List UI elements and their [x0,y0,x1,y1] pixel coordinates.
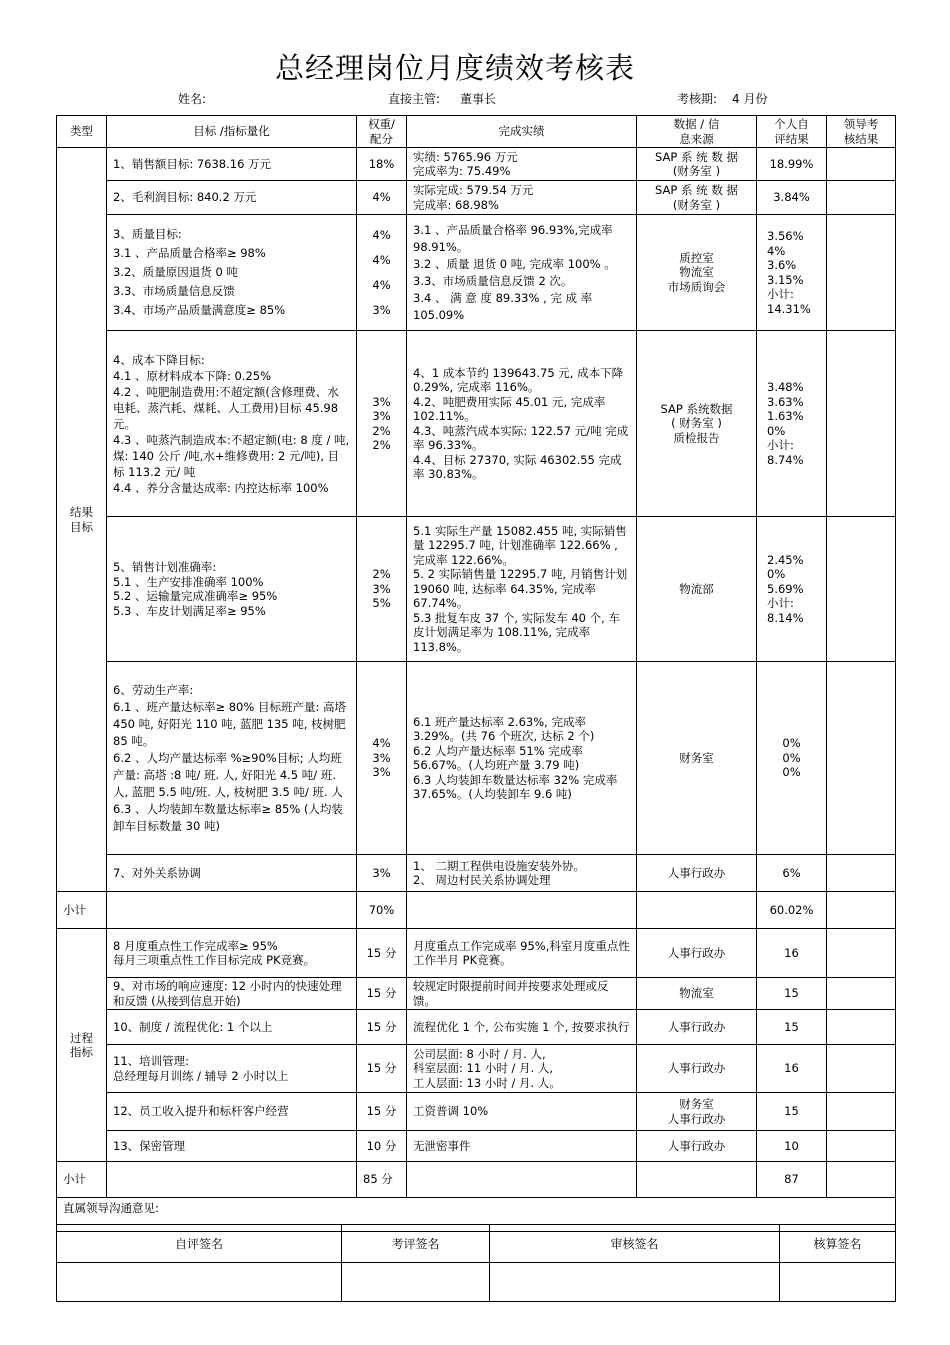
reviewer-signature-field[interactable] [490,1263,780,1302]
table-row [57,215,896,331]
table-row [57,1045,896,1093]
self-score-cell: 15 [757,978,827,1010]
table-header-row [57,116,896,148]
source-cell: 人事行政办 [637,855,757,892]
self-score-cell: 16 [757,929,827,978]
leader-score-cell[interactable] [827,1010,896,1045]
actual-cell: 月度重点工作完成率 95%,科室月度重点性工作半月 PK竞赛。 [407,929,637,978]
actual-cell: 5.1 实际生产量 15082.455 吨, 实际销售量 12295.7 吨, 计划准确率 122.66% , 完成率 122.66%。 5. 2 实际销售量 12295.7 吨, 月销售计划 19060 吨, 达标率 64.35%, 完成率 67.74%。 5.3 批复车皮 37 个, 实际发车 40 个, 车皮计划满足率为 108.11%, 完成率 113.8%。 [407,517,637,662]
self-score-cell: 3.56% 4% 3.6% 3.15% 小计: 14.31% [757,215,827,331]
target-cell: 2、毛利润目标: 840.2 万元 [107,181,357,215]
leader-score-cell[interactable] [827,855,896,892]
table-row [57,978,896,1010]
name-label: 姓名: [178,92,207,106]
weight-cell: 10 分 [357,1131,407,1162]
leader-score-cell[interactable] [827,1131,896,1162]
target-cell: 6、劳动生产率: 6.1 、班产量达标率≥ 80% 目标班产量: 高塔 450 吨, 好阳光 110 吨, 蓝肥 135 吨, 枝树肥 85 吨。 6.2 、人均产量达标率 %≥90%目标; 人均班产量: 高塔 :8 吨/ 班. 人, 好阳光 4.5 吨/ 班. 人, 蓝肥 5.5 吨/班. 人, 枝树肥 3.5 吨/ 班. 人 6.3 、人均装卸车数量达标率≥ 85% (人均装卸车目标数量 30 吨) [107,662,357,855]
col-header-weight: 权重/ 配分 [357,116,407,148]
source-cell: 质控室 物流室 市场质询会 [637,215,757,331]
subtotal-actual-empty [407,1162,637,1198]
subtotal-row [57,1162,896,1198]
source-cell: 物流室 [637,978,757,1010]
actual-cell: 较规定时限提前时间并按要求处理或反馈。 [407,978,637,1010]
source-cell: 物流部 [637,517,757,662]
actual-cell: 3.1 、产品质量合格率 96.93%,完成率 98.91%。 3.2 、质量 退货 0 吨, 完成率 100% 。 3.3、市场质量信息反馈 2 次。 3.4 、 满 意 度 89.33% , 完 成 率 105.09% [407,215,637,331]
self-score-cell: 18.99% [757,148,827,181]
leader-score-cell[interactable] [827,215,896,331]
leader-score-cell[interactable] [827,148,896,181]
actual-cell: 工资普调 10% [407,1093,637,1131]
subtotal-target-empty [107,892,357,929]
leader-score-cell[interactable] [827,978,896,1010]
weight-cell: 15 分 [357,1045,407,1093]
target-cell: 5、销售计划准确率: 5.1 、生产安排准确率 100% 5.2 、运输量完成准确率≥ 95% 5.3 、车皮计划满足率≥ 95% [107,517,357,662]
source-cell: 财务室 [637,662,757,855]
source-cell: 人事行政办 [637,1131,757,1162]
weight-cell: 15 分 [357,1093,407,1131]
source-cell: 财务室 人事行政办 [637,1093,757,1131]
weight-cell: 2% 3% 5% [357,517,407,662]
subtotal-target-empty [107,1162,357,1198]
table-row [57,855,896,892]
weight-cell: 15 分 [357,1010,407,1045]
weight-cell: 4% 4% 4% 3% [357,215,407,331]
target-cell: 13、保密管理 [107,1131,357,1162]
self-signature-field[interactable] [57,1263,342,1302]
performance-table [56,115,896,1232]
accountant-signature-field[interactable] [780,1263,896,1302]
table-row [57,929,896,978]
table-row [57,148,896,181]
source-cell: SAP 系 统 数 据 (财务室 ) [637,181,757,215]
leader-score-cell[interactable] [827,331,896,517]
target-cell: 12、员工收入提升和标杆客户经营 [107,1093,357,1131]
subtotal-leader-score[interactable] [827,1162,896,1198]
weight-cell: 3% 3% 2% 2% [357,331,407,517]
leader-score-cell[interactable] [827,662,896,855]
leader-score-cell[interactable] [827,181,896,215]
leader-score-cell[interactable] [827,929,896,978]
leader-score-cell[interactable] [827,517,896,662]
period-label: 考核期: [677,92,718,106]
target-cell: 1、销售额目标: 7638.16 万元 [107,148,357,181]
col-header-type: 类型 [57,116,107,148]
accountant-signature-label: 核算签名 [780,1225,896,1263]
actual-cell: 无泄密事件 [407,1131,637,1162]
weight-cell: 18% [357,148,407,181]
subtotal-row [57,892,896,929]
subtotal-source-empty [637,892,757,929]
source-cell: 人事行政办 [637,1010,757,1045]
self-score-cell: 16 [757,1045,827,1093]
category-process: 过程 指标 [57,929,107,1162]
target-cell: 11、培训管理: 总经理每月训练 / 辅导 2 小时以上 [107,1045,357,1093]
table-row [57,1010,896,1045]
subtotal-self-score: 60.02% [757,892,827,929]
source-cell: SAP 系统数据 ( 财务室 ) 质检报告 [637,331,757,517]
self-score-cell: 0% 0% 0% [757,662,827,855]
actual-cell: 6.1 班产量达标率 2.63%, 完成率 3.29%。(共 76 个班次, 达标 2 个) 6.2 人均产量达标率 51% 完成率 56.67%。(人均班产量 3.79 吨) 6.3 人均装卸车数量达标率 32% 完成率 37.65%。(人均装卸车 9.6 吨) [407,662,637,855]
actual-cell: 流程优化 1 个, 公布实施 1 个, 按要求执行 [407,1010,637,1045]
table-row [57,1131,896,1162]
weight-cell: 3% [357,855,407,892]
target-cell: 3、质量目标: 3.1 、产品质量合格率≥ 98% 3.2、质量原因退货 0 吨 3.3、市场质量信息反馈 3.4、市场产品质量满意度≥ 85% [107,215,357,331]
table-row [57,662,896,855]
weight-cell: 15 分 [357,929,407,978]
table-row [57,181,896,215]
subtotal-weight: 70% [357,892,407,929]
col-header-actual: 完成实绩 [407,116,637,148]
table-row [57,331,896,517]
self-signature-label: 自评签名 [57,1225,342,1263]
target-cell: 7、对外关系协调 [107,855,357,892]
subtotal-actual-empty [407,892,637,929]
actual-cell: 公司层面: 8 小时 / 月. 人, 科室层面: 11 小时 / 月. 人, 工人层面: 13 小时 / 月. 人。 [407,1045,637,1093]
leader-score-cell[interactable] [827,1045,896,1093]
leader-score-cell[interactable] [827,1093,896,1131]
actual-cell: 实际完成: 579.54 万元 完成率: 68.98% [407,181,637,215]
col-header-target: 目标 /指标量化 [107,116,357,148]
table-row [57,517,896,662]
target-cell: 4、成本下降目标: 4.1 、原材料成本下降: 0.25% 4.2 、吨肥制造费用:不超定额(含修理费、水电耗、蒸汽耗、煤耗、人工费用)目标 45.98 元。 4.3 、吨蒸汽制造成本:不超定额(电: 8 度 / 吨, 煤: 140 公斤 /吨,水+维修费用: 2 元/吨), 目标 113.2 元/ 吨 4.4 、养分含量达成率: 内控达标率 100% [107,331,357,517]
signature-field-row [57,1263,896,1302]
weight-cell: 4% [357,181,407,215]
source-cell: 人事行政办 [637,1045,757,1093]
source-cell: SAP 系 统 数 据 (财务室 ) [637,148,757,181]
page-title: 总经理岗位月度绩效考核表 [274,51,635,85]
col-header-source: 数据 / 信 息来源 [637,116,757,148]
source-cell: 人事行政办 [637,929,757,978]
category-result: 结果 目标 [57,148,107,892]
self-score-cell: 3.84% [757,181,827,215]
table-row [57,1093,896,1131]
target-cell: 9、对市场的响应速度: 12 小时内的快速处理和反馈 (从接到信息开始) [107,978,357,1010]
evaluator-signature-label: 考评签名 [342,1225,490,1263]
supervisor-label: 直接主管: [388,92,441,106]
subtotal-label: 小计 [57,892,107,929]
subtotal-leader-score[interactable] [827,892,896,929]
subtotal-label: 小计 [57,1162,107,1198]
self-score-cell: 2.45% 0% 5.69% 小计: 8.14% [757,517,827,662]
subtotal-self-score: 87 [757,1162,827,1198]
signature-table [56,1224,896,1302]
reviewer-signature-label: 审核签名 [490,1225,780,1263]
supervisor-value: 董事长 [460,92,497,106]
period-value: 4 月份 [732,92,768,106]
self-score-cell: 15 [757,1010,827,1045]
evaluator-signature-field[interactable] [342,1263,490,1302]
subtotal-weight: 85 分 [357,1162,407,1198]
target-cell: 10、制度 / 流程优化: 1 个以上 [107,1010,357,1045]
actual-cell: 1、 二期工程供电设施安装外协。 2、 周边村民关系协调处理 [407,855,637,892]
subtotal-source-empty [637,1162,757,1198]
self-score-cell: 15 [757,1093,827,1131]
self-score-cell: 6% [757,855,827,892]
actual-cell: 4、1 成本节约 139643.75 元, 成本下降 0.29%, 完成率 116%。 4.2、吨肥费用实际 45.01 元, 完成率 102.11%。 4.3、吨蒸汽成本实际: 122.57 元/吨 完成率 96.33%。 4.4、目标 27370, 实际 46302.55 完成率 30.83%。 [407,331,637,517]
weight-cell: 4% 3% 3% [357,662,407,855]
self-score-cell: 3.48% 3.63% 1.63% 0% 小计: 8.74% [757,331,827,517]
col-header-self: 个人自 评结果 [757,116,827,148]
signature-header-row [57,1225,896,1263]
col-header-leader: 领导考 核结果 [827,116,896,148]
self-score-cell: 10 [757,1131,827,1162]
weight-cell: 15 分 [357,978,407,1010]
target-cell: 8 月度重点性工作完成率≥ 95% 每月三项重点性工作目标完成 PK竞赛。 [107,929,357,978]
leader-comment-label[interactable]: 直属领导沟通意见: [57,1198,896,1232]
actual-cell: 实绩: 5765.96 万元 完成率为: 75.49% [407,148,637,181]
